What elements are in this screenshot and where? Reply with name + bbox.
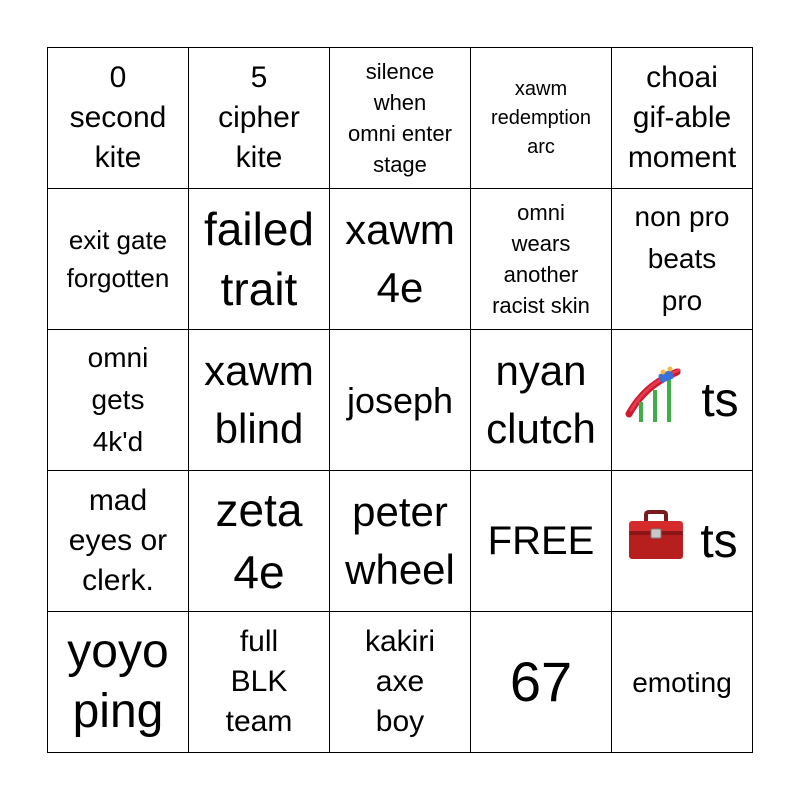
bingo-cell[interactable] — [330, 471, 471, 612]
bingo-cell[interactable] — [48, 330, 189, 471]
cell-text: xawm redemption arc — [490, 77, 592, 158]
bingo-cell[interactable] — [48, 471, 189, 612]
cell-text: non pro beats pro — [634, 201, 730, 316]
bingo-cell[interactable] — [471, 330, 612, 471]
bingo-cell[interactable] — [330, 612, 471, 753]
bingo-cell[interactable] — [612, 189, 753, 330]
cell-text: xawm blind — [204, 347, 314, 452]
cell-text: ts — [701, 373, 739, 427]
cell-text: FREE — [487, 519, 595, 563]
bingo-cell[interactable] — [189, 612, 330, 753]
bingo-cell[interactable] — [48, 189, 189, 330]
cell-text: choai gif-able moment — [627, 61, 737, 174]
bingo-cell[interactable] — [189, 48, 330, 189]
bingo-cell[interactable] — [612, 48, 753, 189]
cell-text: omni gets 4k'd — [87, 342, 149, 457]
bingo-cell[interactable] — [330, 48, 471, 189]
bingo-cell[interactable] — [471, 471, 612, 612]
cell-text: exit gate forgotten — [66, 225, 170, 293]
bingo-cell[interactable] — [48, 612, 189, 753]
cell-text: 5 cipher kite — [218, 61, 300, 174]
bingo-cell[interactable] — [471, 48, 612, 189]
toolbox-icon — [626, 509, 686, 573]
cell-text: emoting — [632, 666, 732, 698]
bingo-cell[interactable] — [189, 189, 330, 330]
bingo-cell[interactable] — [48, 48, 189, 189]
bingo-cell[interactable] — [330, 189, 471, 330]
cell-text: full BLK team — [225, 625, 293, 738]
cell-text: mad eyes or clerk. — [68, 484, 168, 597]
bingo-cell[interactable] — [612, 330, 753, 471]
bingo-cell[interactable] — [189, 330, 330, 471]
roller-coaster-icon — [625, 364, 687, 436]
bingo-cell[interactable] — [189, 471, 330, 612]
cell-text: peter wheel — [345, 488, 455, 593]
bingo-cell[interactable] — [612, 471, 753, 612]
cell-text: ts — [700, 514, 738, 568]
bingo-cell[interactable] — [330, 330, 471, 471]
bingo-cell[interactable] — [471, 189, 612, 330]
cell-text: joseph — [346, 379, 454, 421]
cell-text: failed trait — [204, 203, 314, 315]
cell-text: nyan clutch — [486, 347, 596, 452]
bingo-board — [47, 47, 753, 753]
cell-text: yoyo ping — [67, 625, 169, 738]
cell-text: xawm 4e — [345, 206, 455, 311]
cell-text: omni wears another racist skin — [492, 200, 590, 318]
cell-text: zeta 4e — [215, 484, 303, 598]
cell-text: 0 second kite — [69, 61, 167, 174]
cell-text: kakiri axe boy — [364, 625, 435, 738]
cell-text: 67 — [509, 650, 573, 713]
bingo-cell[interactable] — [471, 612, 612, 753]
bingo-cell[interactable] — [612, 612, 753, 753]
cell-text: silence when omni enter stage — [348, 59, 452, 177]
